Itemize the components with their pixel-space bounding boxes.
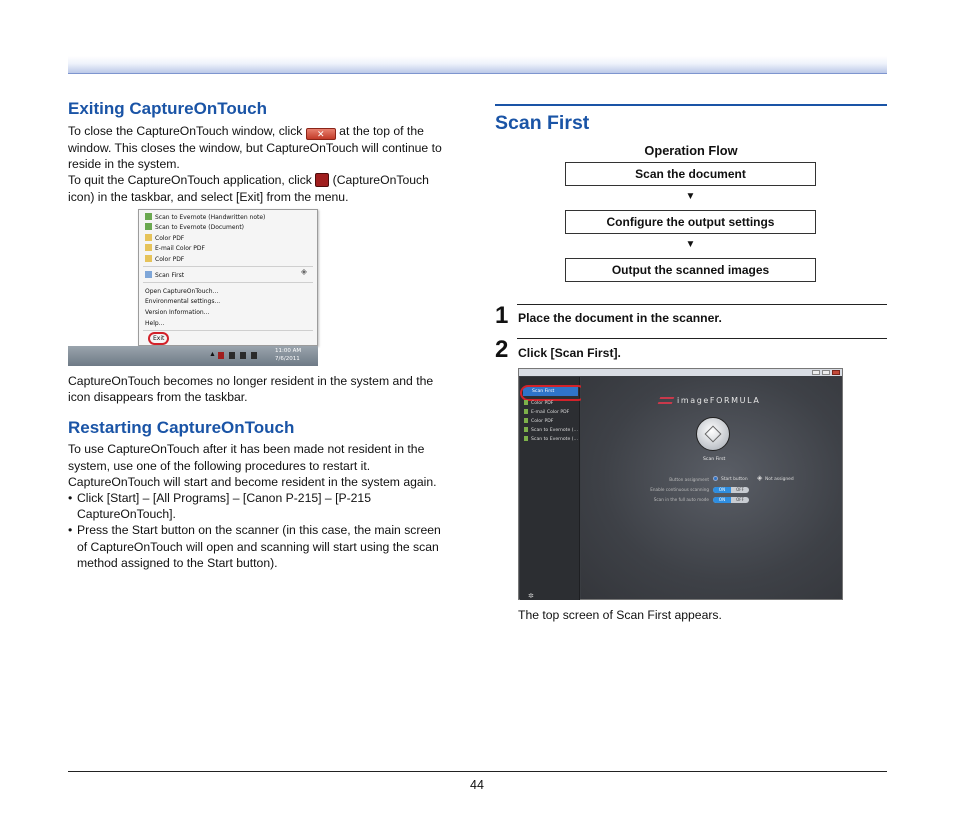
taskbar — [68, 346, 318, 366]
left-column-lower — [68, 373, 460, 571]
minimize-icon[interactable] — [812, 370, 820, 375]
highlight-circle — [148, 332, 169, 345]
flag-icon[interactable] — [229, 352, 235, 359]
flow-step-box: Configure the output settings — [565, 210, 816, 234]
sidebar-item[interactable]: Scan to Evernote (... — [524, 436, 578, 442]
volume-icon[interactable] — [240, 352, 246, 359]
menu-item[interactable]: Color PDF — [145, 234, 184, 242]
scan-first-start-button[interactable] — [696, 417, 730, 451]
full-auto-toggle[interactable]: ON OFF — [713, 497, 749, 503]
close-icon[interactable] — [832, 370, 840, 375]
restart-heading: Restarting CaptureOnTouch — [68, 418, 295, 438]
restart-list — [68, 490, 460, 571]
step-2 — [495, 336, 887, 363]
sidebar-item[interactable]: Scan to Evernote (... — [524, 427, 578, 433]
window-titlebar — [519, 369, 842, 376]
menu-item[interactable]: Version Information... — [145, 309, 210, 316]
menu-item[interactable]: Scan to Evernote (Document) — [145, 223, 244, 231]
flow-step-box: Scan the document — [565, 162, 816, 186]
continuous-scan-toggle[interactable]: ON OFF — [713, 487, 749, 493]
setting-label: Scan in the full auto mode — [653, 497, 709, 502]
app-screenshot — [518, 368, 843, 600]
radio-label: Not assigned — [765, 477, 794, 482]
menu-item[interactable]: E-mail Color PDF — [145, 244, 205, 252]
radio-start-button[interactable] — [713, 476, 718, 481]
maximize-icon[interactable] — [822, 370, 830, 375]
menu-item-exit[interactable]: Exit — [153, 335, 165, 342]
menu-item[interactable]: Open CaptureOnTouch... — [145, 288, 219, 295]
setting-label: Button assignment — [669, 477, 709, 482]
flow-step-box: Output the scanned images — [565, 258, 816, 282]
highlight-circle — [520, 385, 586, 401]
app-main-panel — [581, 377, 842, 599]
after-menu-paragraph: CaptureOnTouch becomes no longer resident in the system and the icon disappears from the taskbar. — [68, 374, 434, 405]
step-1 — [495, 302, 887, 329]
close-button-icon: ✕ — [306, 128, 336, 140]
sidebar-item[interactable]: Color PDF — [524, 418, 553, 424]
imageformula-logo-mark — [658, 397, 675, 404]
flow-arrow: ▼ — [685, 191, 696, 202]
left-column — [68, 98, 460, 205]
figure-caption: The top screen of Scan First appears. — [518, 608, 722, 622]
step-number: 2 — [495, 336, 509, 363]
exit-paragraph: To close the CaptureOnTouch window, click ✕ at the top of the window. This closes the window, but CaptureOnTouch will continue to reside in the system. To quit the CaptureOnTouch application, click (CaptureOnTouch icon) in the taskbar, and select [Exit] from the menu. — [68, 124, 442, 204]
sidebar-item[interactable]: Color PDF — [524, 400, 553, 406]
menu-item[interactable]: Scan First — [145, 271, 184, 279]
footer-rule — [68, 771, 887, 772]
list-item: • Click [Start] – [All Programs] – [Canon P-215] – [P-215 CaptureOnTouch]. — [68, 490, 460, 522]
list-item: • Press the Start button on the scanner (in this case, the main screen of CaptureOnTouch will open and scanning will start using the scan method assigned to the Start button). — [68, 522, 460, 571]
operation-flow-heading: Operation Flow — [644, 143, 738, 158]
step-text: Click [Scan First]. — [518, 346, 621, 360]
scan-first-label: Scan First — [703, 457, 726, 462]
sidebar-item-scan-first[interactable]: Scan First — [523, 387, 578, 396]
restart-paragraph: To use CaptureOnTouch after it has been made not resident in the system, use one of the following procedures to restart it. CaptureOnTouch will start and become resident in the system again. — [68, 442, 437, 489]
diamond-icon: ◈ — [757, 474, 763, 482]
page-number: 44 — [470, 778, 484, 792]
menu-item[interactable]: Help... — [145, 320, 165, 327]
menu-item[interactable]: Environmental settings... — [145, 298, 221, 305]
tray-arrow-icon[interactable]: ▲ — [209, 351, 216, 358]
section-title: Scan First — [495, 112, 590, 134]
radio-label: Start button — [721, 477, 748, 482]
captureontouch-icon — [315, 173, 329, 187]
sidebar-item[interactable]: E-mail Color PDF — [524, 409, 569, 415]
exit-heading: Exiting CaptureOnTouch — [68, 99, 267, 118]
tray-context-menu — [138, 209, 318, 346]
gear-icon[interactable]: ✲ — [528, 593, 534, 600]
captureontouch-tray-icon[interactable] — [218, 352, 224, 359]
app-sidebar — [520, 377, 580, 600]
network-icon[interactable] — [251, 352, 257, 359]
imageformula-logo: imageFORMULA — [677, 396, 761, 405]
step-text: Place the document in the scanner. — [518, 311, 722, 325]
diamond-icon: ◈ — [300, 267, 307, 276]
step-number: 1 — [495, 302, 509, 329]
setting-label: Enable continuous scanning — [650, 487, 709, 492]
tray-menu-screenshot — [68, 209, 318, 366]
flow-arrow: ▼ — [685, 239, 696, 250]
menu-item[interactable]: Color PDF — [145, 255, 184, 263]
menu-item[interactable]: Scan to Evernote (Handwritten note) — [145, 213, 265, 221]
taskbar-clock[interactable]: 11:00 AM 7/6/2011 — [275, 348, 302, 362]
